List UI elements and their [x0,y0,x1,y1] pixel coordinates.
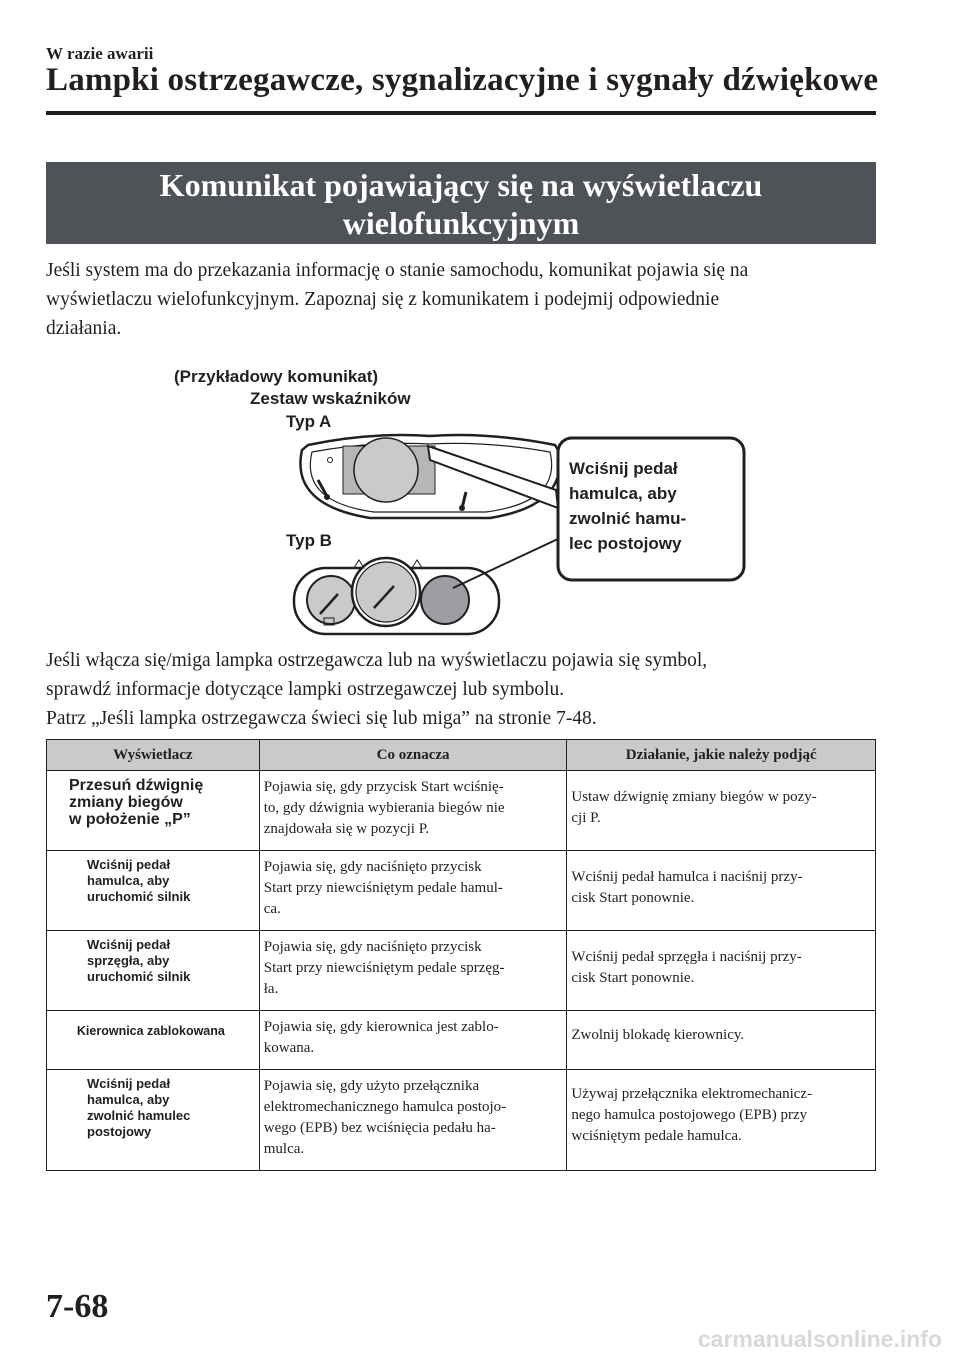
intro-line-2: wyświetlaczu wielofunkcyjnym. Zapoznaj się z komunikatem i podejmij odpowiednie [46,289,720,310]
diagram-type-a-label: Typ A [286,412,332,431]
banner-line-2: wielofunkcyjnym [342,205,580,241]
bubble-line-4: lec postojowy [569,534,682,553]
intro-paragraph [46,256,876,343]
row-meaning: Pojawia się, gdy kierownica jest zablo- kowana. [259,1011,567,1070]
table-row [47,851,876,931]
row-display: Kierownica zablokowana [47,1011,260,1070]
header-meaning: Co oznacza [259,740,567,771]
bubble-line-3: zwolnić hamu- [569,509,687,528]
row-action: Ustaw dźwignię zmiany biegów w pozy- cji P. [567,771,876,851]
note-line-1: Jeśli włącza się/miga lampka ostrzegawcza lub na wyświetlaczu pojawia się symbol, [46,650,708,671]
header-action: Działanie, jakie należy podjąć [567,740,876,771]
row-action: Wciśnij pedał hamulca i naciśnij przy- cisk Start ponownie. [567,851,876,931]
page-title: Lampki ostrzegawcze, sygnalizacyjne i sygnały dźwiękowe [46,62,879,98]
title-rule [46,111,876,115]
table-row [47,1070,876,1171]
diagram-cluster-label: Zestaw wskaźników [250,389,411,408]
page-number: 7-68 [46,1288,109,1325]
diagram-type-b-label: Typ B [286,531,332,550]
diagram-example-label: (Przykładowy komunikat) [174,367,379,386]
section-label: W razie awarii [46,44,154,63]
row-display: Wciśnij pedał hamulca, aby uruchomić silnik [47,851,260,931]
message-table [46,739,876,1171]
row-display: Wciśnij pedał sprzęgła, aby uruchomić silnik [47,931,260,1011]
note-line-2: sprawdź informacje dotyczące lampki ostrzegawczej lub symbolu. [46,679,565,700]
table-row [47,931,876,1011]
banner-line-1: Komunikat pojawiający się na wyświetlaczu [159,167,763,203]
row-action: Zwolnij blokadę kierownicy. [567,1011,876,1070]
table-row [47,771,876,851]
row-display: Przesuń dźwignię zmiany biegów w położenie „P” [47,771,260,851]
row-action: Wciśnij pedał sprzęgła i naciśnij przy- cisk Start ponownie. [567,931,876,1011]
table-header-row [47,740,876,771]
row-meaning: Pojawia się, gdy przycisk Start wciśnię- to, gdy dźwignia wybierania biegów nie znajdowała się w pozycji P. [259,771,567,851]
watermark: carmanualsonline.info [697,1326,942,1352]
bubble-line-2: hamulca, aby [569,484,677,503]
note-paragraph [46,646,876,733]
table-row [47,1011,876,1070]
intro-line-3: działania. [46,318,122,339]
row-meaning: Pojawia się, gdy użyto przełącznika elektromechanicznego hamulca postojo- wego (EPB) bez wciśnięcia pedału ha- mulca. [259,1070,567,1171]
row-action: Używaj przełącznika elektromechanicz- nego hamulca postojowego (EPB) przy wciśniętym pedale hamulca. [567,1070,876,1171]
bubble-line-1: Wciśnij pedał [569,459,678,478]
row-display: Wciśnij pedał hamulca, aby zwolnić hamulec postojowy [47,1070,260,1171]
cluster-type-b [294,552,508,634]
instrument-cluster-diagram [160,360,760,640]
note-line-3: Patrz „Jeśli lampka ostrzegawcza świeci się lub miga” na stronie 7-48. [46,708,597,729]
header-display: Wyświetlacz [47,740,260,771]
intro-line-1: Jeśli system ma do przekazania informację o stanie samochodu, komunikat pojawia się na [46,260,749,281]
row-meaning: Pojawia się, gdy naciśnięto przycisk Start przy niewciśniętym pedale sprzęg- ła. [259,931,567,1011]
row-meaning: Pojawia się, gdy naciśnięto przycisk Start przy niewciśniętym pedale hamul- ca. [259,851,567,931]
section-banner [46,162,876,244]
